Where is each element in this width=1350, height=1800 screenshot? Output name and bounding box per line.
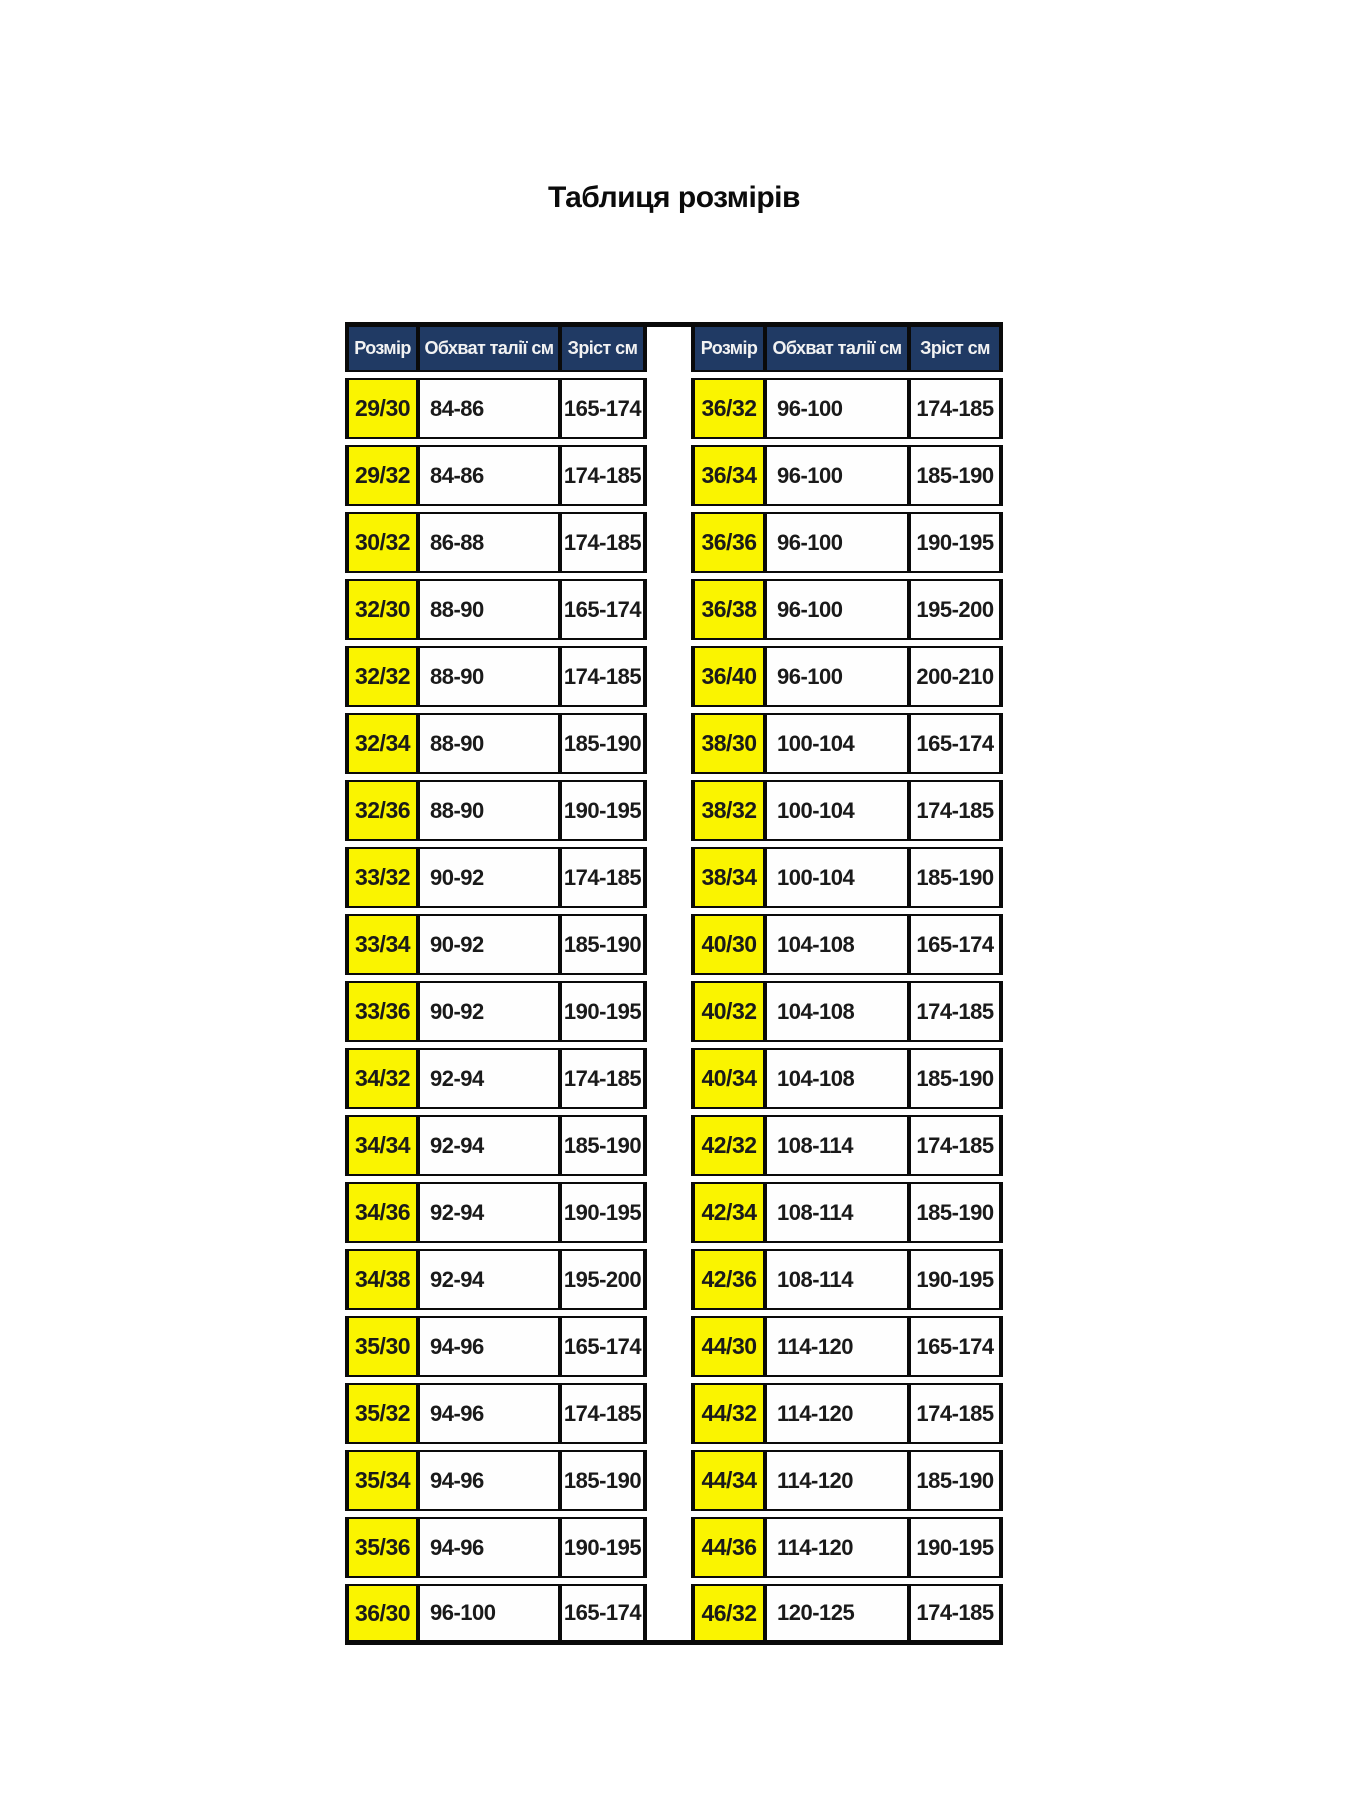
height-cell: 190-195	[560, 780, 647, 841]
height-cell: 174-185	[909, 1584, 1003, 1645]
header-size: Розмір	[345, 322, 418, 372]
height-cell: 195-200	[560, 1249, 647, 1310]
table-row	[691, 1316, 1003, 1377]
height-cell: 165-174	[909, 914, 1003, 975]
size-cell: 38/34	[691, 847, 765, 908]
table-row	[345, 713, 647, 774]
table-row	[691, 1182, 1003, 1243]
waist-cell: 92-94	[418, 1048, 560, 1109]
waist-cell: 96-100	[418, 1584, 560, 1645]
table-row	[345, 1383, 647, 1444]
waist-cell: 88-90	[418, 713, 560, 774]
waist-cell: 92-94	[418, 1249, 560, 1310]
size-cell: 36/34	[691, 445, 765, 506]
size-cell: 42/36	[691, 1249, 765, 1310]
table-row	[691, 646, 1003, 707]
waist-cell: 108-114	[765, 1115, 909, 1176]
height-cell: 185-190	[909, 445, 1003, 506]
waist-cell: 96-100	[765, 378, 909, 439]
waist-cell: 92-94	[418, 1115, 560, 1176]
table-row	[345, 378, 647, 439]
table-row	[345, 1584, 647, 1645]
size-cell: 33/36	[345, 981, 418, 1042]
table-row	[345, 512, 647, 573]
height-cell: 185-190	[560, 1115, 647, 1176]
table-row	[345, 579, 647, 640]
size-cell: 30/32	[345, 512, 418, 573]
waist-cell: 94-96	[418, 1450, 560, 1511]
height-cell: 190-195	[909, 1517, 1003, 1578]
size-table-right	[691, 316, 1003, 1651]
waist-cell: 90-92	[418, 847, 560, 908]
table-row	[691, 713, 1003, 774]
waist-cell: 94-96	[418, 1517, 560, 1578]
size-cell: 32/30	[345, 579, 418, 640]
table-row	[691, 981, 1003, 1042]
table-row	[691, 1517, 1003, 1578]
waist-cell: 96-100	[765, 579, 909, 640]
size-cell: 34/34	[345, 1115, 418, 1176]
height-cell: 200-210	[909, 646, 1003, 707]
table-row	[691, 1584, 1003, 1645]
size-cell: 35/30	[345, 1316, 418, 1377]
size-cell: 32/36	[345, 780, 418, 841]
size-cell: 36/30	[345, 1584, 418, 1645]
size-cell: 36/40	[691, 646, 765, 707]
size-cell: 42/32	[691, 1115, 765, 1176]
waist-cell: 94-96	[418, 1383, 560, 1444]
height-cell: 174-185	[560, 646, 647, 707]
height-cell: 165-174	[560, 378, 647, 439]
size-table-left	[345, 316, 647, 1651]
table-row	[691, 1048, 1003, 1109]
waist-cell: 88-90	[418, 780, 560, 841]
waist-cell: 114-120	[765, 1450, 909, 1511]
header-size: Розмір	[691, 322, 765, 372]
waist-cell: 90-92	[418, 981, 560, 1042]
waist-cell: 120-125	[765, 1584, 909, 1645]
size-cell: 35/34	[345, 1450, 418, 1511]
table-row	[691, 914, 1003, 975]
size-cell: 40/32	[691, 981, 765, 1042]
table-row	[691, 1249, 1003, 1310]
height-cell: 185-190	[909, 847, 1003, 908]
table-row	[345, 1115, 647, 1176]
waist-cell: 96-100	[765, 512, 909, 573]
height-cell: 174-185	[909, 378, 1003, 439]
page-title: Таблиця розмірів	[548, 181, 800, 214]
table-row	[691, 378, 1003, 439]
height-cell: 174-185	[560, 847, 647, 908]
height-cell: 185-190	[560, 1450, 647, 1511]
height-cell: 195-200	[909, 579, 1003, 640]
waist-cell: 94-96	[418, 1316, 560, 1377]
table-row	[691, 847, 1003, 908]
height-cell: 174-185	[909, 981, 1003, 1042]
waist-cell: 96-100	[765, 445, 909, 506]
size-cell: 46/32	[691, 1584, 765, 1645]
waist-cell: 100-104	[765, 847, 909, 908]
height-cell: 174-185	[560, 1383, 647, 1444]
table-row	[691, 780, 1003, 841]
table-row	[691, 1383, 1003, 1444]
height-cell: 165-174	[560, 1584, 647, 1645]
waist-cell: 104-108	[765, 1048, 909, 1109]
table-row	[345, 1316, 647, 1377]
waist-cell: 96-100	[765, 646, 909, 707]
height-cell: 185-190	[909, 1450, 1003, 1511]
header-row	[691, 322, 1003, 372]
table-row	[345, 1182, 647, 1243]
height-cell: 165-174	[909, 713, 1003, 774]
size-cell: 44/34	[691, 1450, 765, 1511]
table-row	[691, 512, 1003, 573]
table-row	[691, 445, 1003, 506]
size-cell: 42/34	[691, 1182, 765, 1243]
table-row	[691, 579, 1003, 640]
height-cell: 190-195	[909, 1249, 1003, 1310]
height-cell: 185-190	[560, 914, 647, 975]
height-cell: 174-185	[560, 512, 647, 573]
size-cell: 34/38	[345, 1249, 418, 1310]
height-cell: 174-185	[909, 1115, 1003, 1176]
height-cell: 190-195	[909, 512, 1003, 573]
waist-cell: 84-86	[418, 378, 560, 439]
waist-cell: 92-94	[418, 1182, 560, 1243]
waist-cell: 88-90	[418, 579, 560, 640]
size-cell: 32/32	[345, 646, 418, 707]
table-row	[345, 981, 647, 1042]
waist-cell: 88-90	[418, 646, 560, 707]
table-row	[345, 445, 647, 506]
height-cell: 190-195	[560, 981, 647, 1042]
size-cell: 29/32	[345, 445, 418, 506]
table-row	[345, 1450, 647, 1511]
header-height: Зріст см	[909, 322, 1003, 372]
header-waist: Обхват талії см	[765, 322, 909, 372]
size-cell: 32/34	[345, 713, 418, 774]
height-cell: 190-195	[560, 1517, 647, 1578]
size-tables	[345, 322, 1003, 1651]
table-gap-divider	[647, 322, 691, 1651]
height-cell: 174-185	[560, 445, 647, 506]
height-cell: 185-190	[909, 1182, 1003, 1243]
size-cell: 40/30	[691, 914, 765, 975]
header-row	[345, 322, 647, 372]
size-cell: 34/36	[345, 1182, 418, 1243]
waist-cell: 100-104	[765, 713, 909, 774]
table-row	[345, 780, 647, 841]
waist-cell: 114-120	[765, 1316, 909, 1377]
table-row	[691, 1115, 1003, 1176]
waist-cell: 84-86	[418, 445, 560, 506]
table-row	[345, 1517, 647, 1578]
height-cell: 165-174	[909, 1316, 1003, 1377]
height-cell: 174-185	[909, 1383, 1003, 1444]
height-cell: 190-195	[560, 1182, 647, 1243]
size-cell: 35/36	[345, 1517, 418, 1578]
size-cell: 35/32	[345, 1383, 418, 1444]
height-cell: 165-174	[560, 1316, 647, 1377]
table-row	[345, 1249, 647, 1310]
waist-cell: 104-108	[765, 914, 909, 975]
size-cell: 40/34	[691, 1048, 765, 1109]
waist-cell: 90-92	[418, 914, 560, 975]
size-cell: 44/30	[691, 1316, 765, 1377]
waist-cell: 108-114	[765, 1249, 909, 1310]
table-row	[691, 1450, 1003, 1511]
height-cell: 185-190	[909, 1048, 1003, 1109]
size-cell: 33/32	[345, 847, 418, 908]
height-cell: 174-185	[909, 780, 1003, 841]
table-row	[345, 646, 647, 707]
size-cell: 29/30	[345, 378, 418, 439]
size-cell: 44/36	[691, 1517, 765, 1578]
waist-cell: 100-104	[765, 780, 909, 841]
size-cell: 36/38	[691, 579, 765, 640]
height-cell: 185-190	[560, 713, 647, 774]
size-cell: 38/32	[691, 780, 765, 841]
size-cell: 36/32	[691, 378, 765, 439]
waist-cell: 104-108	[765, 981, 909, 1042]
height-cell: 174-185	[560, 1048, 647, 1109]
table-row	[345, 1048, 647, 1109]
waist-cell: 86-88	[418, 512, 560, 573]
height-cell: 165-174	[560, 579, 647, 640]
size-cell: 36/36	[691, 512, 765, 573]
waist-cell: 114-120	[765, 1383, 909, 1444]
size-cell: 38/30	[691, 713, 765, 774]
waist-cell: 108-114	[765, 1182, 909, 1243]
size-cell: 33/34	[345, 914, 418, 975]
header-height: Зріст см	[560, 322, 647, 372]
table-row	[345, 914, 647, 975]
table-row	[345, 847, 647, 908]
size-cell: 44/32	[691, 1383, 765, 1444]
header-waist: Обхват талії см	[418, 322, 560, 372]
waist-cell: 114-120	[765, 1517, 909, 1578]
size-cell: 34/32	[345, 1048, 418, 1109]
